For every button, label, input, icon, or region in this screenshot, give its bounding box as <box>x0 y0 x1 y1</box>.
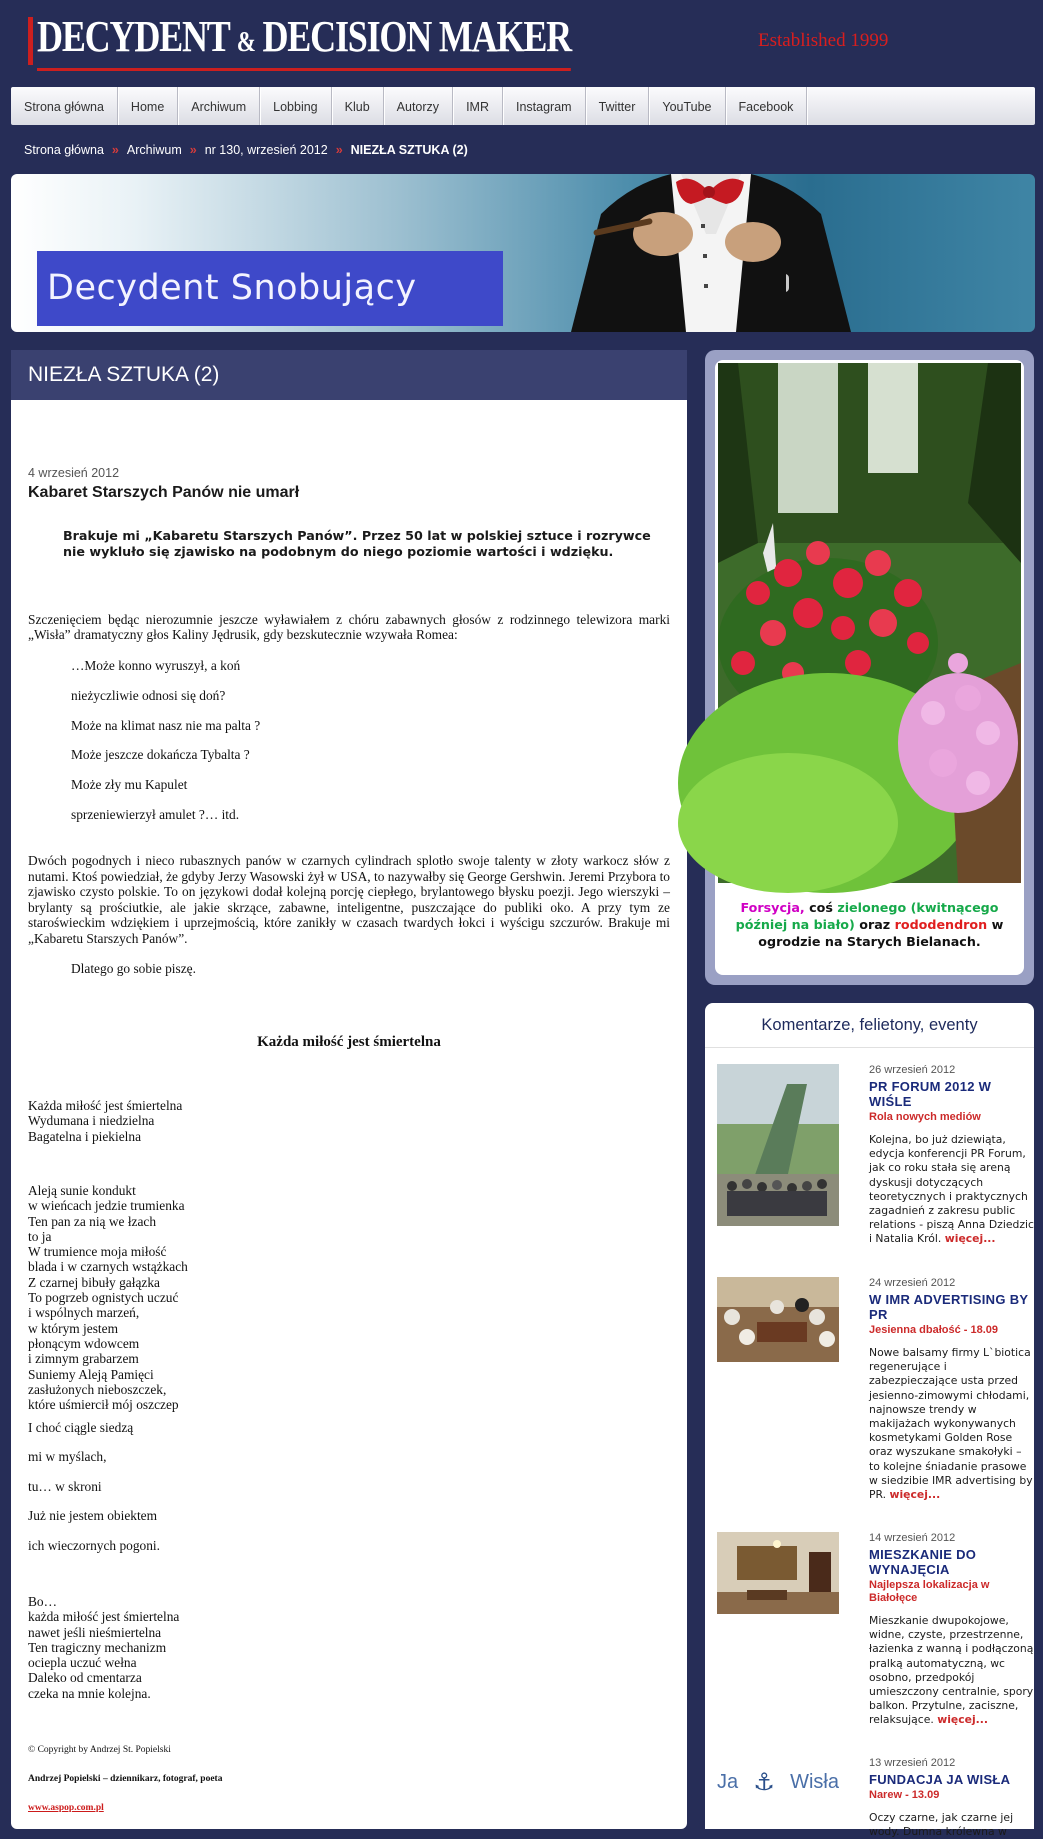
caption-forsycja: Forsycja, <box>740 900 805 915</box>
poem-line: Każda miłość jest śmiertelna <box>28 1098 183 1113</box>
author-website-link[interactable]: www.aspop.com.pl <box>28 1803 104 1813</box>
article-lead: Brakuje mi „Kabaretu Starszych Panów”. Przez 50 lat w polskiej sztuce i rozrywce nie wykluło się zjawisko na podobnym do niego poziomie wartości i wdzięku. <box>63 528 651 559</box>
more-link[interactable]: więcej... <box>944 1232 996 1246</box>
poem-line: ociepla uczuć wełna <box>28 1655 137 1671</box>
poem-stanza-2 <box>28 1183 188 1412</box>
caption-text: oraz <box>854 917 895 932</box>
breadcrumb-separator-icon: » <box>189 143 197 157</box>
poem-line: Ten pan za nią we łzach <box>28 1213 157 1229</box>
poem-line: ich wieczornych pogoni. <box>28 1538 161 1553</box>
page-title: NIEZŁA SZTUKA (2) <box>11 350 687 400</box>
caption-text: w ogrodzie na Starych Bielanach. <box>758 917 1004 949</box>
poem-line: i wspólnych marzeń, <box>28 1305 140 1321</box>
photo-caption <box>723 899 1016 950</box>
poem-line: mi w myślach, <box>28 1449 107 1464</box>
poem-line: zasłużonych nieboszczek, <box>28 1381 167 1397</box>
garden-photo[interactable] <box>718 363 1021 883</box>
poem-stanza-3 <box>28 1594 179 1701</box>
poem-line: czeka na mnie kolejna. <box>28 1685 151 1701</box>
featured-photo-box <box>705 350 1034 985</box>
breadcrumb-archiwum[interactable]: Archiwum <box>126 143 182 157</box>
news-subtitle: Najlepsza lokalizacja w Białołęce <box>869 1579 990 1604</box>
news-desc-text: Mieszkanie dwupokojowe, widne, czyste, przestrzenne, łazienka z wanną i podłączoną pralką automatyczną, wc osobno, przedpokój umieszczony centralnie, spory balkon. Przytulne, zaciszne, relaksujące. <box>869 1614 1034 1727</box>
caption-text: coś <box>804 900 838 915</box>
photo-card <box>715 360 1024 975</box>
poem-line: i zimnym grabarzem <box>28 1351 139 1367</box>
breadcrumb-separator-icon: » <box>111 143 119 157</box>
poem-line: które uśmiercił mój oszczep <box>28 1397 179 1413</box>
news-description: Oczy czarne, jak czarne jej wody. Dumna królewna w <box>869 1811 1014 1839</box>
logo-second: DECISION MAKER <box>262 11 572 61</box>
sidebar-heading: Komentarze, felietony, eventy <box>705 1003 1034 1048</box>
news-description <box>869 1133 1034 1247</box>
breadcrumb-home[interactable]: Strona główna <box>24 143 104 157</box>
news-title[interactable]: MIESZKANIE DO WYNAJĘCIA <box>869 1547 977 1577</box>
logo-amp: & <box>236 26 255 58</box>
news-text <box>869 1277 1034 1502</box>
news-text <box>869 1064 1034 1247</box>
nav-item-home[interactable]: Home <box>118 87 178 125</box>
news-date: 26 wrzesień 2012 <box>869 1064 956 1076</box>
poem-line: Daleko od cmentarza <box>28 1670 142 1686</box>
caption-rhododendron: rododendron <box>894 917 988 932</box>
news-description <box>869 1614 1034 1728</box>
logo-word-ja: Ja <box>717 1770 739 1793</box>
poem-line: Aleją sunie kondukt <box>28 1183 136 1198</box>
news-description <box>869 1346 1034 1502</box>
more-link[interactable]: więcej... <box>937 1713 988 1727</box>
news-date: 14 wrzesień 2012 <box>869 1532 956 1544</box>
section-banner <box>11 174 1035 332</box>
nav-item-autorzy[interactable]: Autorzy <box>384 87 453 125</box>
quote-line: nieżyczliwie odnosi się doń? <box>71 688 226 703</box>
banner-title: Decydent Snobujący <box>37 251 503 326</box>
ja-wisla-logo[interactable] <box>717 1757 839 1807</box>
article-paragraph-1: Szczenięciem będąc nierozumnie jeszcze wyławiałem z chóru zabawnych głosów z rodzinnego telewizora marki „Wisła” dramatyczny głos Kaliny Jędrusik, gdy bezskutecznie wzywała Romea: <box>28 612 670 643</box>
more-link[interactable]: więcej... <box>889 1488 941 1502</box>
article-date: 4 wrzesień 2012 <box>28 466 120 480</box>
poem-line: w wieńcach jedzie trumienka <box>28 1198 185 1214</box>
poem-line: każda miłość jest śmiertelna <box>28 1609 180 1625</box>
news-title[interactable]: PR FORUM 2012 W WIŚLE <box>869 1079 992 1109</box>
nav-item-instagram[interactable]: Instagram <box>503 87 586 125</box>
nav-item-archiwum[interactable]: Archiwum <box>178 87 260 125</box>
main-navigation <box>11 87 1035 125</box>
sidebar-news <box>705 1003 1034 1839</box>
breadcrumb-separator-icon: » <box>335 143 343 157</box>
nav-item-twitter[interactable]: Twitter <box>586 87 650 125</box>
copyright-text: © Copyright by Andrzej St. Popielski <box>28 1745 171 1755</box>
established-text: Established 1999 <box>758 30 889 51</box>
news-text <box>869 1757 1034 1839</box>
site-header <box>0 0 1043 84</box>
nav-item-imr[interactable]: IMR <box>453 87 503 125</box>
news-thumbnail[interactable] <box>717 1064 839 1226</box>
mermaid-icon: ⚓ <box>753 1768 775 1796</box>
poem-title: Każda miłość jest śmiertelna <box>257 1034 441 1050</box>
news-thumbnail[interactable] <box>717 1532 839 1614</box>
quote-line: sprzeniewierzył amulet ?… itd. <box>71 807 240 822</box>
caption-green: zielonego (kwitnącego później na biało) <box>735 900 999 932</box>
news-subtitle: Rola nowych mediów <box>869 1111 981 1123</box>
breadcrumb-issue[interactable]: nr 130, wrzesień 2012 <box>204 143 328 157</box>
article-title: Kabaret Starszych Panów nie umarł <box>28 484 300 501</box>
poem-stanza-1 <box>28 1098 182 1144</box>
poem-line: nawet jeśli nieśmiertelna <box>28 1624 162 1640</box>
poem-line: Z czarnej bibuły gałązka <box>28 1274 160 1290</box>
nav-item-facebook[interactable]: Facebook <box>726 87 808 125</box>
logo-text <box>37 12 571 71</box>
news-subtitle: Narew - 13.09 <box>869 1789 940 1801</box>
article-paragraph-2: Dwóch pogodnych i nieco rubasznych panów w czarnych cylindrach splotło swoje talenty w złoty warkocz słów z nutami. Ktoś powiedział, że gdyby Jerzy Wasowski żył w USA, to nazywałby się George Gershwin. Jeremi Przybora to zjawisko czysto polskie. To on językowi dodał kolejną porcję ciepłego, brylantowego błysku poezji. Jego wierszyki – brylanty są prościutkie, ale jakie skrzące, zabawne, inteligentne, puszczające do publiki oko. A przy tym ze staroświeckim wdziękiem i uprzejmością, które zanikły w czasach twardych łokci i wyścigu szczurów. Brakuje mi „Kabaretu Starszych Panów”. <box>28 853 670 946</box>
news-desc-text: Kolejna, bo już dziewiąta, edycja konferencji PR Forum, jak co roku stała się areną dyskusji dotyczących teoretycznych i praktycznych zagadnień z zakresu public relations - piszą Anna Dziedzic i Natalia Król. <box>869 1133 1034 1246</box>
poem-line: W trumience moja miłość <box>28 1244 167 1260</box>
quote-line: Może zły mu Kapulet <box>71 777 188 792</box>
article-panel <box>11 350 687 1829</box>
tuxedo-man-illustration <box>541 174 881 332</box>
news-text <box>869 1532 1034 1728</box>
nav-item-youtube[interactable]: YouTube <box>649 87 725 125</box>
poem-line: Wydumana i niedzielna <box>28 1113 155 1129</box>
article-paragraph-3: Dlatego go sobie piszę. <box>71 961 196 976</box>
poem-line: To pogrzeb ognistych uczuć <box>28 1290 179 1306</box>
quote-line: …Może konno wyruszył, a koń <box>71 658 241 673</box>
poem-line: blada i w czarnych wstążkach <box>28 1259 188 1275</box>
poem-line: tu… w skroni <box>28 1479 102 1494</box>
poem-line: Suniemy Aleją Pamięci <box>28 1366 154 1382</box>
breadcrumb <box>24 143 468 157</box>
logo-accent-bar <box>28 17 33 65</box>
news-thumbnail[interactable] <box>717 1277 839 1362</box>
poem-line: płonącym wdowcem <box>28 1335 140 1351</box>
poem-line: w którym jestem <box>28 1320 119 1336</box>
poem-line: Już nie jestem obiektem <box>28 1508 158 1523</box>
news-title[interactable]: FUNDACJA JA WISŁA <box>869 1772 1011 1787</box>
news-subtitle: Jesienna dbałość - 18.09 <box>869 1324 999 1336</box>
quote-line: Może jeszcze dokańcza Tybalta ? <box>71 747 250 762</box>
poem-line: to ja <box>28 1228 52 1244</box>
poem-line: Bo… <box>28 1594 58 1609</box>
author-signature: Andrzej Popielski – dziennikarz, fotograf, poeta <box>28 1774 223 1784</box>
news-date: 13 wrzesień 2012 <box>869 1757 956 1769</box>
site-logo[interactable] <box>28 11 688 66</box>
quote-line: Może na klimat nasz nie ma palta ? <box>71 718 261 733</box>
nav-item-klub[interactable]: Klub <box>332 87 384 125</box>
breadcrumb-current: NIEZŁA SZTUKA (2) <box>350 143 468 157</box>
news-desc-text: Nowe balsamy firmy L`biotica regenerujące i zabezpieczające usta przed jesienno-zimowymi chłodami, najnowsze trendy w makijażach wykonywanych kosmetykami Golden Rose oraz wyszukane smakołyki – to kolejne śniadanie prasowe w siedzibie IMR advertising by PR. <box>869 1346 1033 1502</box>
poem-line: Ten tragiczny mechanizm <box>28 1639 167 1655</box>
poem-line: Bagatelna i piekielna <box>28 1128 142 1144</box>
logo-main: DECYDENT <box>37 11 229 61</box>
nav-item-strona-glowna[interactable]: Strona główna <box>11 87 118 125</box>
nav-item-lobbing[interactable]: Lobbing <box>260 87 332 125</box>
news-date: 24 wrzesień 2012 <box>869 1277 956 1289</box>
news-title[interactable]: W IMR ADVERTISING BY PR <box>869 1292 1029 1322</box>
poem-line: I choć ciągle siedzą <box>28 1420 134 1435</box>
logo-word-wisla: Wisła <box>790 1770 839 1793</box>
